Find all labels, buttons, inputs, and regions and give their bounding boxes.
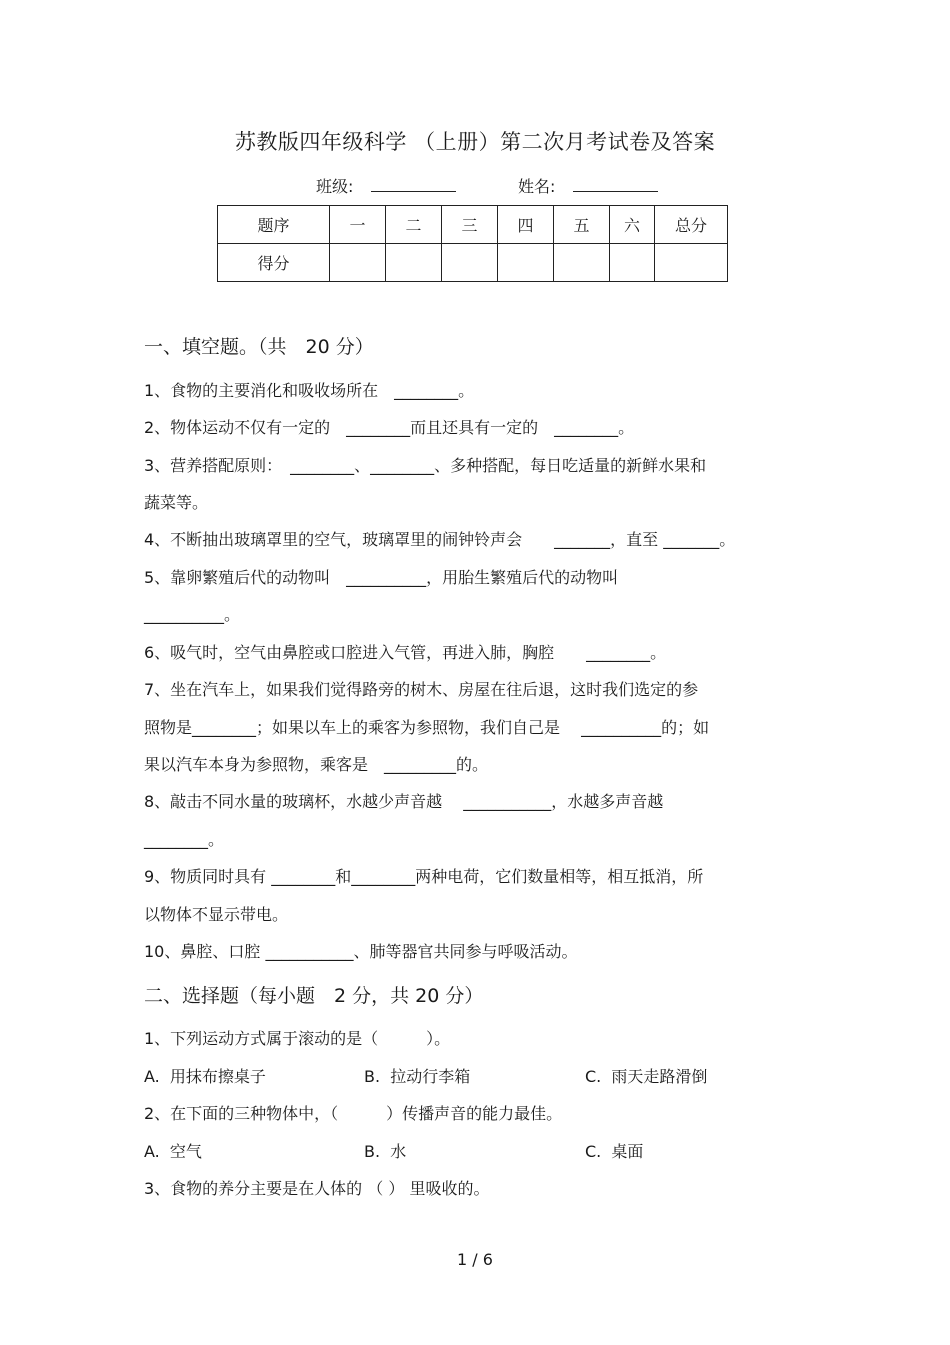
header-cell: 四: [498, 206, 554, 244]
score-table: [217, 205, 728, 282]
section1-heading: 一、填空题。（共 20 分）: [144, 336, 374, 358]
score-table-header-row: [218, 206, 728, 244]
choice-question: 1、下列运动方式属于滚动的是（ ）。: [144, 1029, 451, 1048]
choice-option-a[interactable]: A. 空气: [144, 1142, 202, 1161]
score-cell[interactable]: [655, 244, 728, 282]
score-cell[interactable]: [610, 244, 655, 282]
question-line: 2、物体运动不仅有一定的 ________而且还具有一定的 ________。: [144, 418, 635, 437]
page-number: 1 / 6: [457, 1250, 493, 1269]
header-cell: 三: [442, 206, 498, 244]
header-cell: 二: [386, 206, 442, 244]
class-blank[interactable]: [371, 177, 456, 192]
question-line: 9、物质同时具有 ________和________两种电荷，它们数量相等，相互抵消，所: [144, 867, 704, 886]
question-line: 10、鼻腔、口腔 ___________、肺等器官共同参与呼吸活动。: [144, 942, 578, 961]
score-cell[interactable]: [442, 244, 498, 282]
question-line: 3、营养搭配原则： ________、________、多种搭配，每日吃适量的新鲜水果和: [144, 456, 707, 475]
class-field: [316, 174, 456, 197]
choice-option-c[interactable]: C. 桌面: [585, 1142, 644, 1161]
header-cell: 五: [554, 206, 610, 244]
choice-option-b[interactable]: B. 拉动行李箱: [364, 1067, 471, 1086]
page-title: 苏教版四年级科学 （上册）第二次月考试卷及答案: [234, 130, 716, 154]
question-line: 7、坐在汽车上，如果我们觉得路旁的树木、房屋在往后退，这时我们选定的参: [144, 680, 699, 699]
header-cell: 总分: [655, 206, 728, 244]
class-label: 班级:: [316, 177, 354, 196]
name-label: 姓名:: [518, 177, 556, 196]
name-blank[interactable]: [573, 177, 658, 192]
score-table-score-row: [218, 244, 728, 282]
question-line: 6、吸气时，空气由鼻腔或口腔进入气管，再进入肺，胸腔 ________。: [144, 643, 667, 662]
question-line: 1、食物的主要消化和吸收场所在 ________。: [144, 381, 475, 400]
section2-heading: 二、选择题（每小题 2 分，共 20 分）: [144, 985, 484, 1007]
question-line: __________。: [144, 605, 241, 624]
name-field: [518, 174, 658, 197]
score-row-label: 得分: [218, 244, 330, 282]
choice-option-c[interactable]: C. 雨天走路滑倒: [585, 1067, 708, 1086]
question-line: 照物是________；如果以车上的乘客为参照物，我们自己是 __________的；如: [144, 718, 710, 737]
choice-question: 3、食物的养分主要是在人体的 （ ） 里吸收的。: [144, 1179, 490, 1198]
score-cell[interactable]: [330, 244, 386, 282]
header-cell: 六: [610, 206, 655, 244]
question-line: 以物体不显示带电。: [144, 905, 289, 924]
score-cell[interactable]: [554, 244, 610, 282]
choice-option-a[interactable]: A. 用抹布擦桌子: [144, 1067, 266, 1086]
question-line: 4、不断抽出玻璃罩里的空气，玻璃罩里的闹钟铃声会 _______，直至 _______。: [144, 530, 736, 549]
header-cell: 题序: [218, 206, 330, 244]
choice-question: 2、在下面的三种物体中，（ ）传播声音的能力最佳。: [144, 1104, 563, 1123]
choice-option-b[interactable]: B. 水: [364, 1142, 407, 1161]
question-line: 蔬菜等。: [144, 493, 209, 512]
question-line: ________。: [144, 830, 225, 849]
header-cell: 一: [330, 206, 386, 244]
question-line: 8、敲击不同水量的玻璃杯，水越少声音越 ___________，水越多声音越: [144, 792, 664, 811]
score-cell[interactable]: [386, 244, 442, 282]
question-line: 5、靠卵繁殖后代的动物叫 __________，用胎生繁殖后代的动物叫: [144, 568, 619, 587]
score-cell[interactable]: [498, 244, 554, 282]
question-line: 果以汽车本身为参照物，乘客是 _________的。: [144, 755, 489, 774]
